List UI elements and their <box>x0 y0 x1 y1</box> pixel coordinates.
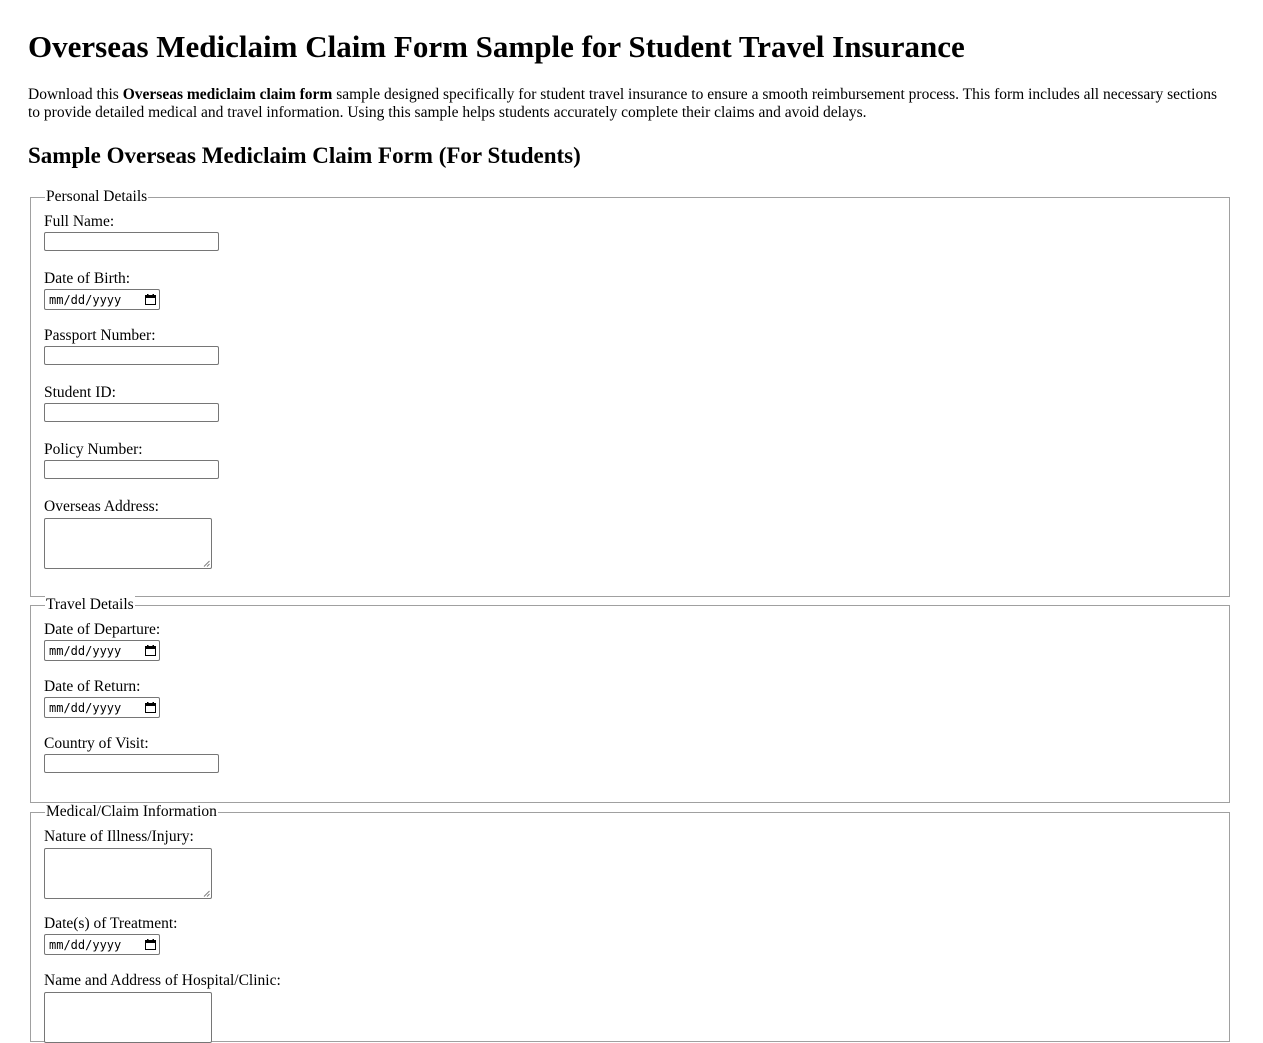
address-textarea[interactable] <box>44 518 212 569</box>
policy-field <box>44 441 219 479</box>
dob-placeholder: mm/dd/yyyy <box>49 292 122 307</box>
departure-field <box>44 621 160 661</box>
country-field <box>44 735 219 773</box>
resize-grip-icon[interactable] <box>203 560 210 567</box>
departure-input[interactable] <box>44 640 160 661</box>
student-id-field <box>44 384 219 422</box>
dob-field <box>44 270 160 310</box>
nature-label: Nature of Illness/Injury: <box>44 828 194 845</box>
calendar-icon[interactable] <box>145 645 156 656</box>
page-title: Overseas Mediclaim Claim Form Sample for Student Travel Insurance <box>28 29 965 64</box>
calendar-icon[interactable] <box>145 939 156 950</box>
passport-label: Passport Number: <box>44 327 156 344</box>
address-field <box>44 498 212 569</box>
departure-label: Date of Departure: <box>44 621 161 638</box>
treatment-dates-input[interactable] <box>44 934 160 955</box>
hospital-label: Name and Address of Hospital/Clinic: <box>44 972 281 989</box>
intro-text-before: Download this <box>28 86 123 103</box>
passport-input[interactable] <box>44 346 219 365</box>
travel-details-fieldset <box>30 596 1230 803</box>
full-name-input[interactable] <box>44 232 219 251</box>
departure-placeholder: mm/dd/yyyy <box>49 643 122 658</box>
intro-bold-text: Overseas mediclaim claim form <box>122 86 333 103</box>
resize-grip-icon[interactable] <box>203 890 210 897</box>
policy-input[interactable] <box>44 460 219 479</box>
treatment-dates-field <box>44 915 177 955</box>
personal-details-legend: Personal Details <box>46 188 148 205</box>
form-heading: Sample Overseas Mediclaim Claim Form (For Students) <box>28 143 581 168</box>
hospital-textarea[interactable] <box>44 992 212 1043</box>
hospital-field <box>44 972 281 1043</box>
dob-label: Date of Birth: <box>44 270 131 287</box>
student-id-input[interactable] <box>44 403 219 422</box>
nature-field <box>44 828 212 899</box>
return-field <box>44 678 160 718</box>
student-id-label: Student ID: <box>44 384 116 401</box>
address-label: Overseas Address: <box>44 498 159 515</box>
intro-text-after: sample designed specifically for student travel insurance to ensure a smooth reimbursement process. This form includes all necessary sections to provide detailed medical and travel information. Using this sample helps students accurately complete their claims and avoid delays. <box>28 86 1218 121</box>
return-input[interactable] <box>44 697 160 718</box>
medical-claim-legend: Medical/Claim Information <box>46 803 217 820</box>
intro-paragraph <box>28 86 1228 122</box>
return-placeholder: mm/dd/yyyy <box>49 700 122 715</box>
return-label: Date of Return: <box>44 678 141 695</box>
country-input[interactable] <box>44 754 219 773</box>
dob-input[interactable] <box>44 289 160 310</box>
treatment-dates-placeholder: mm/dd/yyyy <box>49 937 122 952</box>
nature-textarea[interactable] <box>44 848 212 899</box>
treatment-dates-label: Date(s) of Treatment: <box>44 915 178 932</box>
passport-field <box>44 327 219 365</box>
country-label: Country of Visit: <box>44 735 149 752</box>
full-name-label: Full Name: <box>44 213 115 230</box>
calendar-icon[interactable] <box>145 294 156 305</box>
personal-details-fieldset <box>30 188 1230 597</box>
medical-claim-fieldset <box>30 803 1230 1042</box>
policy-label: Policy Number: <box>44 441 143 458</box>
calendar-icon[interactable] <box>145 702 156 713</box>
full-name-field <box>44 213 219 251</box>
travel-details-legend: Travel Details <box>46 596 134 613</box>
